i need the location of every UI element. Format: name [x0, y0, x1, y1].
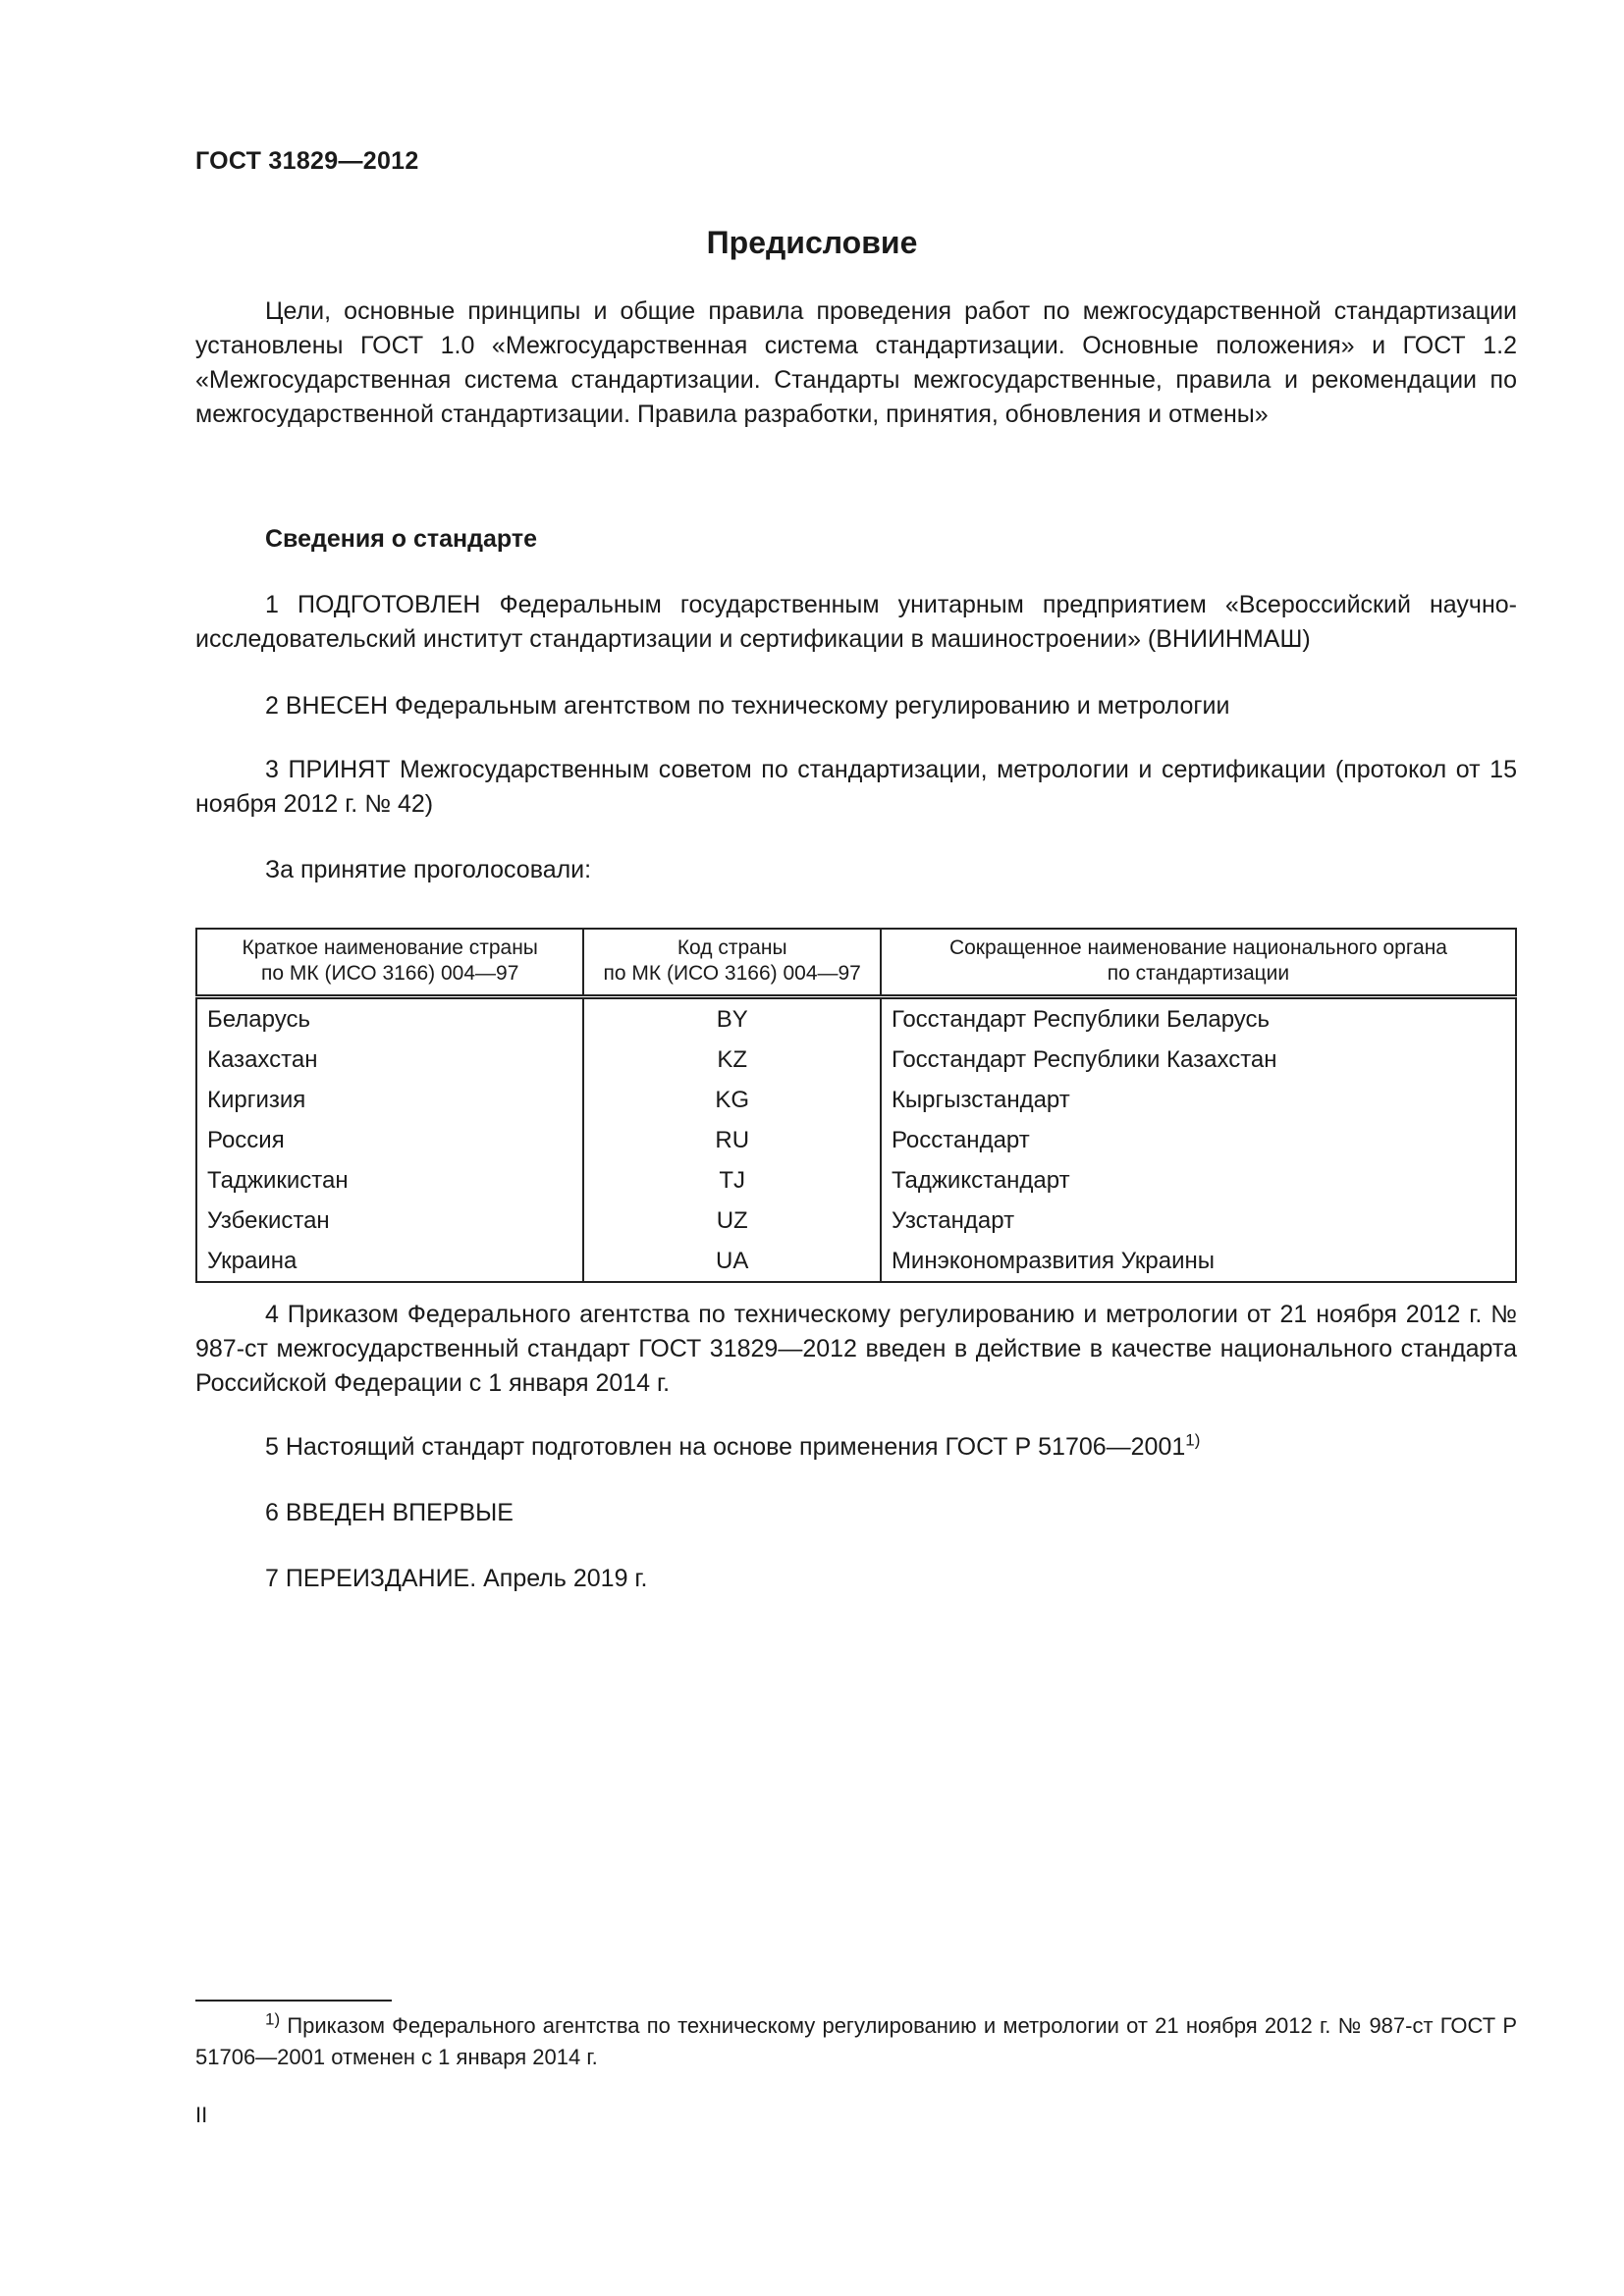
- item-1-block: [195, 588, 1517, 657]
- footnote-marker: 1): [265, 2009, 281, 2029]
- item-4-paragraph: 4 Приказом Федерального агентства по техническому регулированию и метрологии от 21 ноября 2012 г. № 987-ст межгосударственный стандарт ГОСТ 31829—2012 введен в действие в качестве национального стандарта Российской Федерации с 1 января 2014 г.: [195, 1301, 1517, 1397]
- table-row: [196, 1040, 1516, 1080]
- column-header-line: Код страны: [677, 936, 787, 959]
- column-header-line: по стандартизации: [1107, 962, 1290, 985]
- code-cell: RU: [583, 1120, 880, 1160]
- footnote: [195, 2010, 1517, 2073]
- footnote-divider: [195, 2000, 392, 2002]
- body-cell: Госстандарт Республики Беларусь: [881, 997, 1516, 1041]
- table-header-row: [196, 929, 1516, 997]
- countries-table: [195, 928, 1517, 1283]
- body-cell: Госстандарт Республики Казахстан: [881, 1040, 1516, 1080]
- intro-block: [195, 294, 1517, 432]
- column-header-line: Краткое наименование страны: [242, 936, 538, 959]
- body-cell: Узстандарт: [881, 1201, 1516, 1241]
- country-cell: Казахстан: [196, 1040, 583, 1080]
- country-cell: Россия: [196, 1120, 583, 1160]
- code-cell: UZ: [583, 1201, 880, 1241]
- code-cell: KZ: [583, 1040, 880, 1080]
- footnote-ref-marker: 1): [1185, 1430, 1201, 1450]
- footnote-text: Приказом Федерального агентства по техническому регулированию и метрологии от 21 ноября 2012 г. № 987-ст ГОСТ Р 51706—2001 отменен с 1 января 2014 г.: [195, 2013, 1517, 2069]
- column-header-body: [881, 929, 1516, 997]
- footnote-paragraph: [195, 2010, 1517, 2073]
- country-cell: Узбекистан: [196, 1201, 583, 1241]
- page-number: II: [195, 2103, 208, 2127]
- intro-paragraph: Цели, основные принципы и общие правила проведения работ по межгосударственной стандартизации установлены ГОСТ 1.0 «Межгосударственная система стандартизации. Основные положения» и ГОСТ 1.2 «Межгосударственная система стандартизации. Стандарты межгосударственные, правила и рекомендации по межгосударственной стандартизации. Правила разработки, принятия, обновления и отмены»: [195, 297, 1517, 428]
- country-cell: Беларусь: [196, 997, 583, 1041]
- item-3-paragraph: 3 ПРИНЯТ Межгосударственным советом по стандартизации, метрологии и сертификации (протокол от 15 ноября 2012 г. № 42): [195, 756, 1517, 818]
- body-cell: Росстандарт: [881, 1120, 1516, 1160]
- document-header-id: ГОСТ 31829—2012: [195, 147, 419, 175]
- table-row: [196, 1241, 1516, 1282]
- country-cell: Киргизия: [196, 1080, 583, 1120]
- item-3-block: [195, 753, 1517, 822]
- column-header-line: по МК (ИСО 3166) 004—97: [261, 962, 519, 985]
- table-row: [196, 1201, 1516, 1241]
- country-cell: Украина: [196, 1241, 583, 1282]
- code-cell: KG: [583, 1080, 880, 1120]
- item-5-paragraph: [265, 1430, 1201, 1462]
- column-header-code: [583, 929, 880, 997]
- table-row: [196, 1120, 1516, 1160]
- page-title: Предисловие: [706, 225, 918, 260]
- body-cell: Таджикстандарт: [881, 1160, 1516, 1201]
- table-row: [196, 1080, 1516, 1120]
- column-header-line: по МК (ИСО 3166) 004—97: [603, 962, 861, 985]
- voted-label: За принятие проголосовали:: [265, 856, 592, 883]
- item-7-paragraph: 7 ПЕРЕИЗДАНИЕ. Апрель 2019 г.: [265, 1565, 648, 1592]
- code-cell: BY: [583, 997, 880, 1041]
- item-5-text: 5 Настоящий стандарт подготовлен на основе применения ГОСТ Р 51706—2001: [265, 1433, 1186, 1461]
- code-cell: UA: [583, 1241, 880, 1282]
- code-cell: TJ: [583, 1160, 880, 1201]
- country-cell: Таджикистан: [196, 1160, 583, 1201]
- column-header-line: Сокращенное наименование национального органа: [948, 936, 1447, 959]
- table-row: [196, 997, 1516, 1041]
- column-header-country: [196, 929, 583, 997]
- info-heading: Сведения о стандарте: [265, 525, 538, 553]
- table-row: [196, 1160, 1516, 1201]
- body-cell: Минэкономразвития Украины: [881, 1241, 1516, 1282]
- item-4-block: [195, 1298, 1517, 1401]
- body-cell: Кыргызстандарт: [881, 1080, 1516, 1120]
- item-2-paragraph: 2 ВНЕСЕН Федеральным агентством по техническому регулированию и метрологии: [265, 692, 1230, 720]
- item-1-paragraph: 1 ПОДГОТОВЛЕН Федеральным государственным унитарным предприятием «Всероссийский научно-исследовательский институт стандартизации и сертификации в машиностроении» (ВНИИНМАШ): [195, 591, 1517, 653]
- item-6-paragraph: 6 ВВЕДЕН ВПЕРВЫЕ: [265, 1499, 514, 1526]
